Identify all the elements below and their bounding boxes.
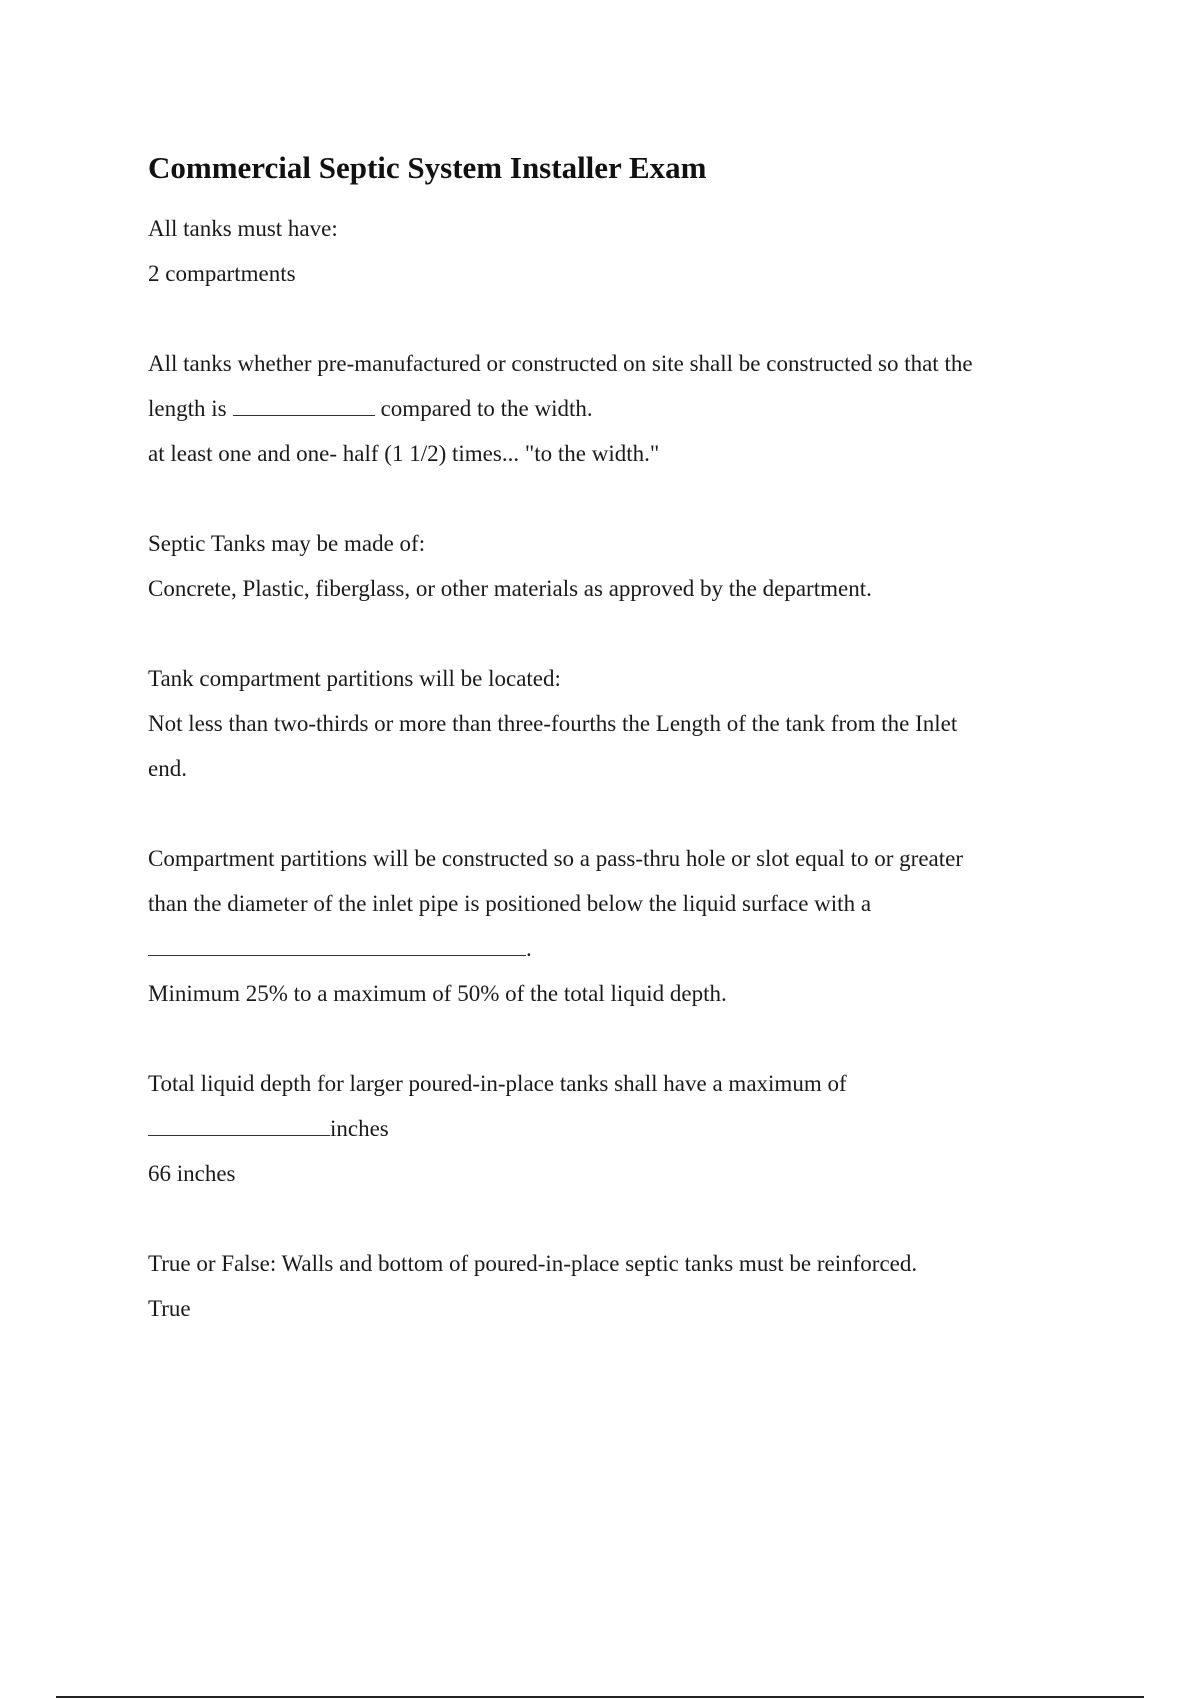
question-text: length is: [148, 396, 227, 421]
question-text-with-blank: [148, 386, 1098, 431]
answer-text: Minimum 25% to a maximum of 50% of the total liquid depth.: [148, 981, 727, 1006]
question-text: compared to the width.: [380, 396, 593, 421]
spacer: [148, 296, 1098, 341]
exam-page: [148, 146, 1098, 1331]
document-title: Commercial Septic System Installer Exam: [148, 150, 707, 185]
question-text: Tank compartment partitions will be located:: [148, 666, 561, 691]
answer-text: 66 inches: [148, 1161, 236, 1186]
question-block-3: [148, 521, 1098, 611]
fill-in-blank: [233, 391, 375, 416]
question-text-with-blank: [148, 1106, 1098, 1151]
answer-text: Concrete, Plastic, fiberglass, or other materials as approved by the department.: [148, 576, 872, 601]
question-block-7: [148, 1241, 1098, 1331]
question-block-4: [148, 656, 1098, 791]
fill-in-blank: [148, 931, 526, 956]
question-block-5: [148, 836, 1098, 1016]
question-text: All tanks whether pre-manufactured or constructed on site shall be constructed so that the: [148, 351, 973, 376]
spacer: [148, 476, 1098, 521]
question-block-6: [148, 1061, 1098, 1196]
answer-text: True: [148, 1296, 191, 1321]
question-text: .: [526, 936, 532, 961]
question-text: Septic Tanks may be made of:: [148, 531, 426, 556]
page-bottom-rule: [56, 1696, 1144, 1698]
answer-text: 2 compartments: [148, 261, 296, 286]
question-text: All tanks must have:: [148, 216, 338, 241]
fill-in-blank: [148, 1111, 330, 1136]
question-text: than the diameter of the inlet pipe is positioned below the liquid surface with a: [148, 891, 872, 916]
answer-text: at least one and one- half (1 1/2) times... "to the width.": [148, 441, 660, 466]
question-text: Compartment partitions will be constructed so a pass-thru hole or slot equal to or greater: [148, 846, 964, 871]
question-text: True or False: Walls and bottom of poured-in-place septic tanks must be reinforced.: [148, 1251, 918, 1276]
spacer: [148, 791, 1098, 836]
question-block-1: [148, 206, 1098, 296]
answer-text: end.: [148, 756, 187, 781]
question-block-2: [148, 341, 1098, 476]
question-text: inches: [330, 1116, 389, 1141]
question-text: Total liquid depth for larger poured-in-place tanks shall have a maximum of: [148, 1071, 847, 1096]
spacer: [148, 611, 1098, 656]
spacer: [148, 1016, 1098, 1061]
answer-text: Not less than two-thirds or more than three-fourths the Length of the tank from the Inlet: [148, 711, 958, 736]
question-text-with-blank: [148, 926, 1098, 971]
spacer: [148, 1196, 1098, 1241]
